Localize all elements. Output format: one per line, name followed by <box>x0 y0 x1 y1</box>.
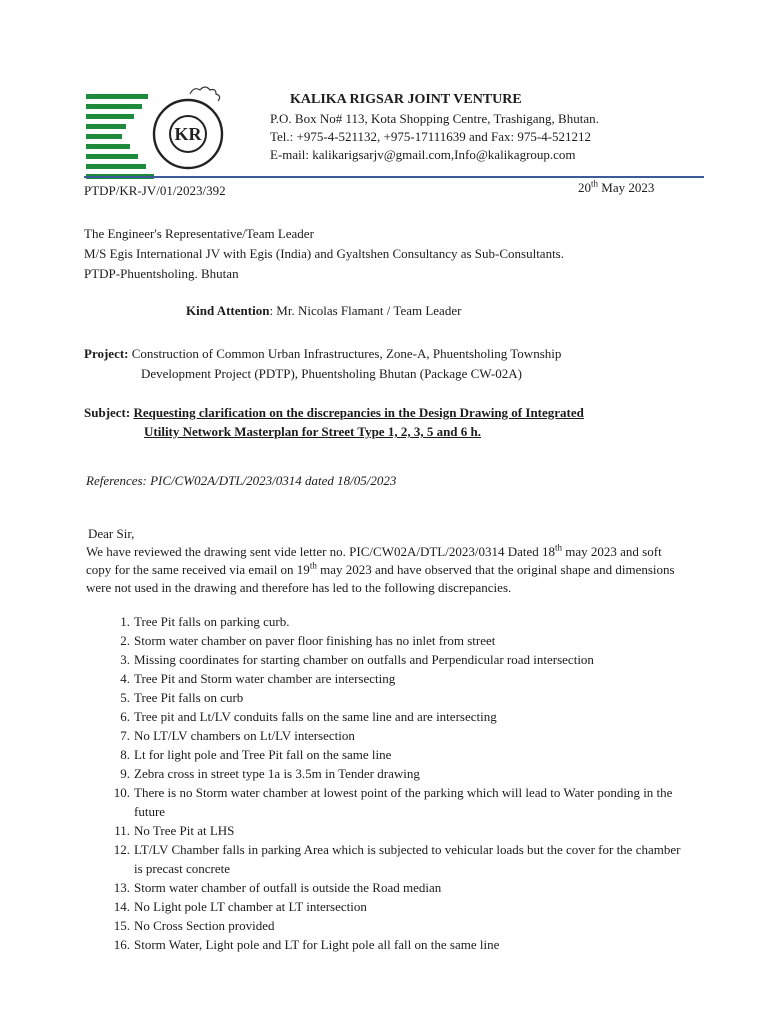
list-item-text: Storm water chamber on paver floor finishing has no inlet from street <box>134 633 496 648</box>
list-item <box>112 821 692 840</box>
list-item-number: 14. <box>113 899 130 914</box>
list-item-number: 7. <box>120 728 130 743</box>
letterhead-divider <box>84 176 704 178</box>
addressee-block <box>84 224 564 284</box>
list-item-text: Tree Pit falls on parking curb. <box>134 614 290 629</box>
list-item-text: No LT/LV chambers on Lt/LV intersection <box>134 728 355 743</box>
list-item <box>112 650 692 669</box>
list-item <box>112 669 692 688</box>
list-item-text: Missing coordinates for starting chamber on outfalls and Perpendicular road intersection <box>134 652 594 667</box>
project-block: Project: Construction of Common Urban Infrastructures, Zone-A, Phuentsholing Township Development Project (PDTP), Phuentsholing Bhutan (Package CW-02A) <box>84 346 562 381</box>
list-item-number: 4. <box>120 671 130 686</box>
addressee-line: The Engineer's Representative/Team Leader <box>84 226 314 241</box>
company-name: KALIKA RIGSAR JOINT VENTURE <box>290 92 522 107</box>
list-item-number: 15. <box>113 918 130 933</box>
list-item <box>112 916 692 935</box>
list-item-text: Tree pit and Lt/LV conduits falls on the same line and are intersecting <box>134 709 497 724</box>
list-item <box>112 631 692 650</box>
list-item-number: 12. <box>113 842 130 857</box>
list-item-text: Storm water chamber of outfall is outside the Road median <box>134 880 442 895</box>
list-item-number: 1. <box>120 614 130 629</box>
list-item-text: No Cross Section provided <box>134 918 275 933</box>
list-item-text: No Tree Pit at LHS <box>134 823 235 838</box>
list-item <box>112 840 692 878</box>
list-item-number: 5. <box>120 690 130 705</box>
list-item-text: Zebra cross in street type 1a is 3.5m in Tender drawing <box>134 766 420 781</box>
list-item-number: 16. <box>113 937 130 952</box>
list-item-number: 13. <box>113 880 130 895</box>
company-email: E-mail: kalikarigsarjv@gmail.com,Info@kalikagroup.com <box>270 147 576 162</box>
list-item <box>112 897 692 916</box>
company-address: P.O. Box No# 113, Kota Shopping Centre, Trashigang, Bhutan. <box>270 111 599 126</box>
list-item <box>112 726 692 745</box>
letter-date: 20th May 2023 <box>578 178 655 195</box>
list-item-number: 8. <box>120 747 130 762</box>
list-item <box>112 688 692 707</box>
company-contact <box>270 110 599 164</box>
references-line: References: PIC/CW02A/DTL/2023/0314 dated 18/05/2023 <box>86 473 397 488</box>
list-item-number: 6. <box>120 709 130 724</box>
discrepancy-list <box>112 612 692 954</box>
kind-attention: Kind Attention: Mr. Nicolas Flamant / Team Leader <box>186 303 462 318</box>
subject-block: Subject: Requesting clarification on the discrepancies in the Design Drawing of Integrated Utility Network Masterplan for Street Type 1, 2, 3, 5 and 6 h. <box>84 405 584 439</box>
list-item-text: There is no Storm water chamber at lowest point of the parking which will lead to Water ponding in the future <box>134 785 673 819</box>
list-item <box>112 745 692 764</box>
salutation: Dear Sir, <box>88 526 135 541</box>
list-item <box>112 707 692 726</box>
list-item-number: 2. <box>120 633 130 648</box>
list-item-number: 11. <box>114 823 130 838</box>
list-item-text: LT/LV Chamber falls in parking Area which is subjected to vehicular loads but the cover for the chamber is precast concrete <box>134 842 681 876</box>
addressee-line: M/S Egis International JV with Egis (India) and Gyaltshen Consultancy as Sub-Consultants. <box>84 246 564 261</box>
list-item-text: Lt for light pole and Tree Pit fall on the same line <box>134 747 392 762</box>
company-phone-fax: Tel.: +975-4-521132, +975-17111639 and Fax: 975-4-521212 <box>270 129 592 144</box>
list-item-number: 10. <box>113 785 130 800</box>
list-item-text: No Light pole LT chamber at LT intersection <box>134 899 367 914</box>
list-item-number: 3. <box>120 652 130 667</box>
logo-stripes <box>86 94 156 180</box>
list-item <box>112 783 692 821</box>
list-item <box>112 935 692 954</box>
body-paragraph: We have reviewed the drawing sent vide letter no. PIC/CW02A/DTL/2023/0314 Dated 18th may 2023 and soft copy for the same received via email on 19th may 2023 and have observed that the original shape and dimensions were not used in the drawing and therefore has led to the following discrepancies. <box>86 542 675 595</box>
list-item <box>112 612 692 631</box>
letter-reference-number: PTDP/KR-JV/01/2023/392 <box>84 183 226 198</box>
list-item-number: 9. <box>120 766 130 781</box>
addressee-line: PTDP-Phuentsholing. Bhutan <box>84 266 239 281</box>
logo-text: KR <box>174 124 202 144</box>
list-item-text: Tree Pit and Storm water chamber are intersecting <box>134 671 396 686</box>
list-item <box>112 878 692 897</box>
list-item-text: Storm Water, Light pole and LT for Light pole all fall on the same line <box>134 937 500 952</box>
list-item <box>112 764 692 783</box>
company-logo <box>152 84 234 174</box>
list-item-text: Tree Pit falls on curb <box>134 690 244 705</box>
